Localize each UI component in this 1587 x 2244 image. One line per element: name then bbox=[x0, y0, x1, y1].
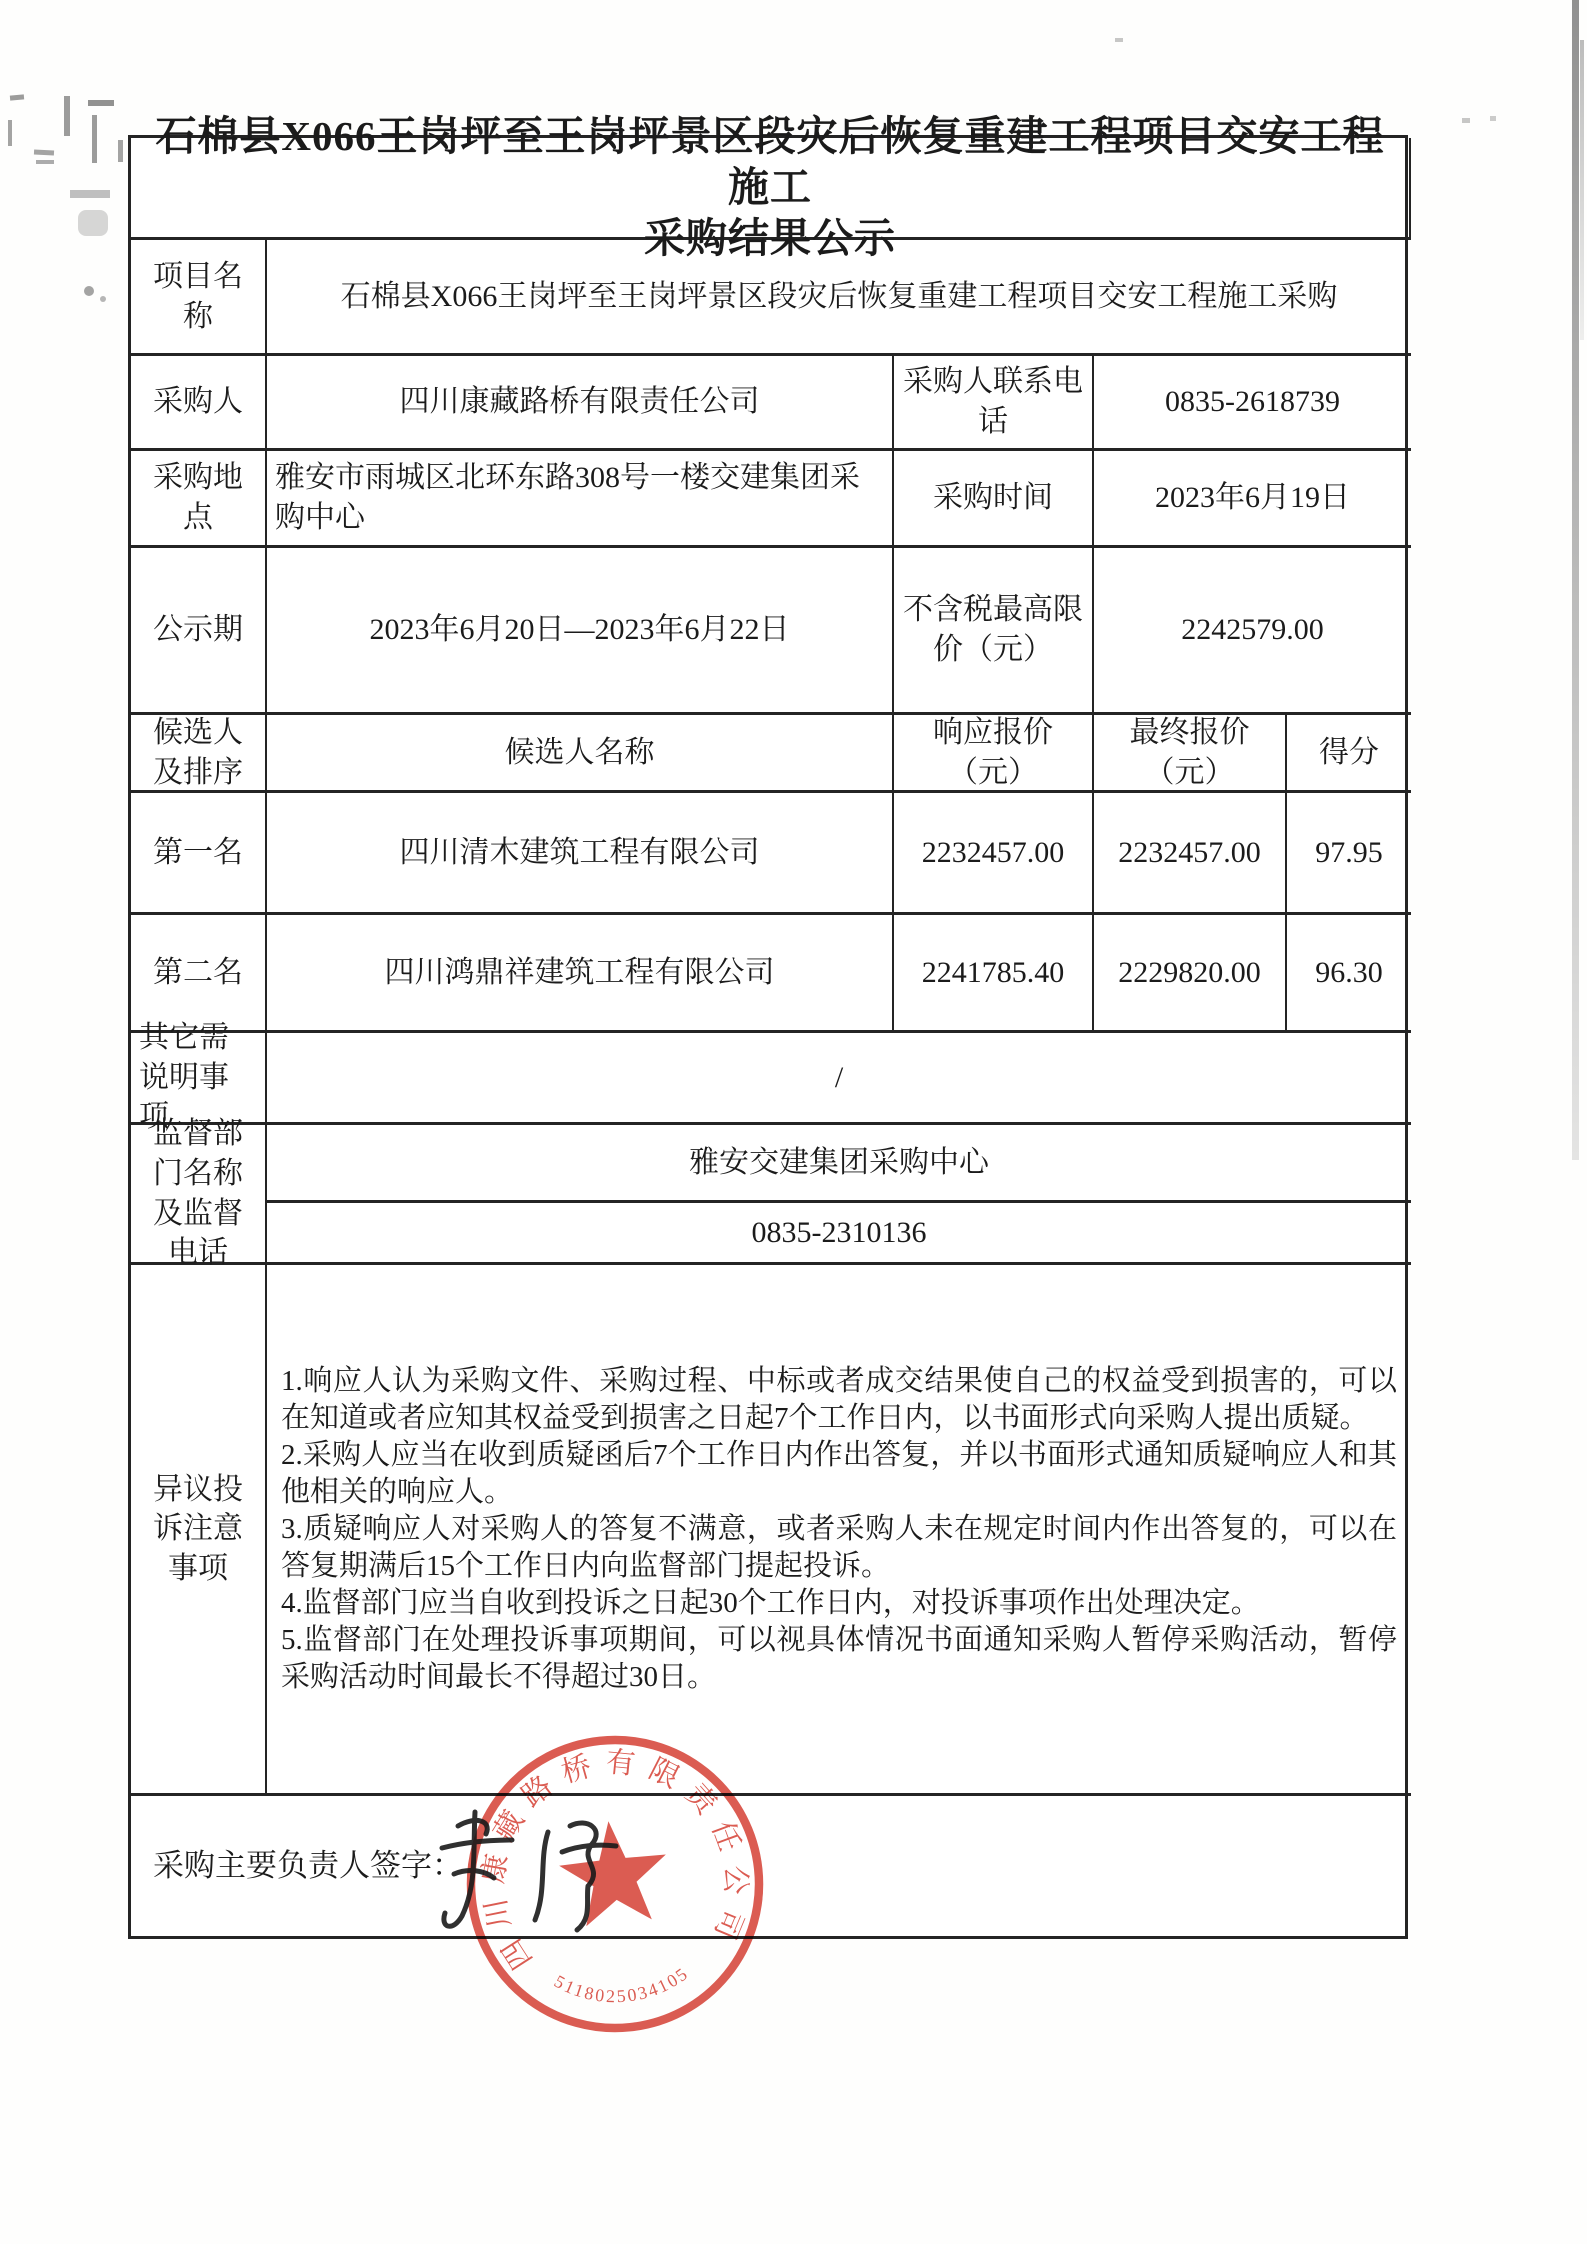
scan-artifact bbox=[118, 140, 123, 162]
scan-artifact bbox=[10, 94, 24, 100]
supervision-phone: 0835-2310136 bbox=[267, 1203, 1411, 1265]
document-title-line1: 石棉县X066王岗坪至王岗坪景区段灾后恢复重建工程项目交安工程施工 bbox=[155, 113, 1385, 211]
scan-artifact bbox=[34, 149, 54, 155]
objection-item: 5.监督部门在处理投诉事项期间，可以视具体情况书面通知采购人暂停采购活动，暂停采购活动时间最长不得超过30日。 bbox=[281, 1623, 1397, 1693]
score-header: 得分 bbox=[1287, 715, 1411, 793]
candidate-rank: 第一名 bbox=[131, 793, 267, 915]
scan-artifact bbox=[36, 160, 54, 164]
candidate-name-header: 候选人名称 bbox=[267, 715, 894, 793]
scan-artifact bbox=[88, 100, 114, 106]
document-title bbox=[131, 113, 1411, 261]
max-price-value: 2242579.00 bbox=[1094, 548, 1411, 715]
scan-edge-streak bbox=[1580, 40, 1584, 340]
bid-price-header: 响应报价（元） bbox=[894, 715, 1094, 793]
candidate-final: 2232457.00 bbox=[1094, 793, 1287, 915]
procurement-result-table bbox=[128, 113, 1408, 1939]
purchaser-label: 采购人 bbox=[131, 356, 267, 451]
project-name-label: 项目名称 bbox=[131, 240, 267, 356]
seal-company-text: 四川康藏路桥有限责任公司 bbox=[477, 1746, 752, 1975]
purchase-time-label: 采购时间 bbox=[894, 451, 1094, 548]
candidate-rank-header: 候选人及排序 bbox=[131, 715, 267, 793]
scan-artifact bbox=[1462, 118, 1470, 123]
candidate-bid: 2241785.40 bbox=[894, 915, 1094, 1033]
scan-artifact bbox=[8, 120, 12, 146]
other-notes-value: / bbox=[267, 1033, 1411, 1125]
supervision-label: 监督部门名称及监督电话 bbox=[131, 1125, 267, 1265]
supervision-name: 雅安交建集团采购中心 bbox=[267, 1125, 1411, 1203]
publicity-period-label: 公示期 bbox=[131, 548, 267, 715]
scan-artifact bbox=[1490, 116, 1496, 121]
signature-scribble bbox=[420, 1790, 660, 1970]
candidate-name: 四川鸿鼎祥建筑工程有限公司 bbox=[267, 915, 894, 1033]
objection-item: 1.响应人认为采购文件、采购过程、中标或者成交结果使自己的权益受到损害的，可以在知道或者应知其权益受到损害之日起7个工作日内，以书面形式向采购人提出质疑。 bbox=[281, 1364, 1397, 1434]
location-value: 雅安市雨城区北环东路308号一楼交建集团采购中心 bbox=[267, 451, 894, 548]
candidate-bid: 2232457.00 bbox=[894, 793, 1094, 915]
scan-artifact bbox=[70, 190, 110, 198]
objection-item: 3.质疑响应人对采购人的答复不满意，或者采购人未在规定时间内作出答复的，可以在答复期满后15个工作日内向监督部门提起投诉。 bbox=[281, 1512, 1397, 1582]
candidate-name: 四川清木建筑工程有限公司 bbox=[267, 793, 894, 915]
scan-artifact bbox=[84, 286, 94, 296]
candidate-score: 97.95 bbox=[1287, 793, 1411, 915]
candidate-final: 2229820.00 bbox=[1094, 915, 1287, 1033]
scan-artifact bbox=[100, 296, 106, 302]
purchase-time-value: 2023年6月19日 bbox=[1094, 451, 1411, 548]
location-label: 采购地点 bbox=[131, 451, 267, 548]
objection-item: 2.采购人应当在收到质疑函后7个工作日内作出答复，并以书面形式通知质疑响应人和其他相关的响应人。 bbox=[281, 1438, 1397, 1508]
other-notes-label: 其它需说明事项 bbox=[131, 1033, 267, 1125]
document-title-line2: 采购结果公示 bbox=[644, 214, 896, 261]
scan-artifact bbox=[1115, 38, 1123, 42]
scan-artifact bbox=[78, 210, 108, 236]
purchaser-value: 四川康藏路桥有限责任公司 bbox=[267, 356, 894, 451]
candidate-score: 96.30 bbox=[1287, 915, 1411, 1033]
signature-label: 采购主要负责人签字： bbox=[153, 1847, 463, 1883]
max-price-label: 不含税最高限价（元） bbox=[894, 548, 1094, 715]
objection-item: 4.监督部门应当自收到投诉之日起30个工作日内，对投诉事项作出处理决定。 bbox=[281, 1586, 1260, 1619]
seal-serial-number: 5118025034105 bbox=[551, 1962, 693, 2007]
purchaser-phone-label: 采购人联系电话 bbox=[894, 356, 1094, 451]
scan-edge-streak bbox=[1572, 0, 1579, 1160]
publicity-period-value: 2023年6月20日—2023年6月22日 bbox=[267, 548, 894, 715]
candidate-rank: 第二名 bbox=[131, 915, 267, 1033]
objection-content bbox=[267, 1265, 1411, 1796]
purchaser-phone-value: 0835-2618739 bbox=[1094, 356, 1411, 451]
scan-artifact bbox=[92, 115, 97, 163]
scan-artifact bbox=[64, 96, 70, 136]
objection-label: 异议投诉注意事项 bbox=[131, 1265, 267, 1796]
project-name-value: 石棉县X066王岗坪至王岗坪景区段灾后恢复重建工程项目交安工程施工采购 bbox=[267, 240, 1411, 356]
final-price-header: 最终报价（元） bbox=[1094, 715, 1287, 793]
